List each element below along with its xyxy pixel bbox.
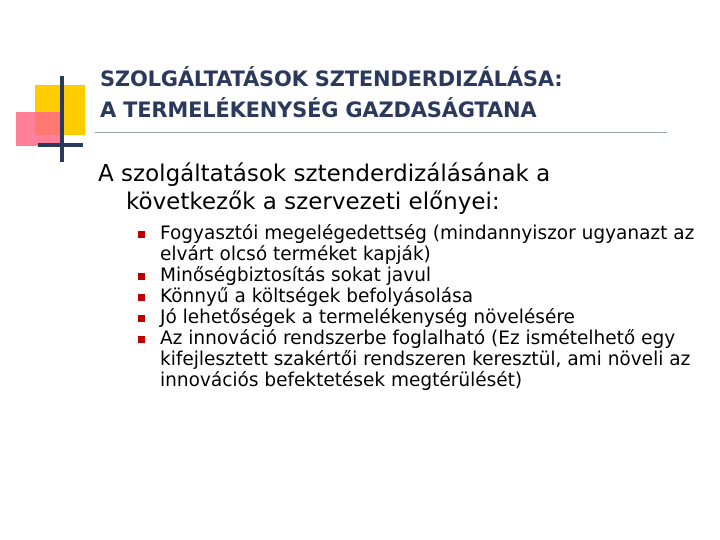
slide-title bbox=[100, 64, 700, 126]
list-item-text: Könnyű a költségek befolyásolása bbox=[160, 286, 474, 307]
slide-title-line-2: A TERMELÉKENYSÉG GAZDASÁGTANA bbox=[100, 98, 537, 122]
list-item bbox=[138, 307, 698, 328]
benefits-list bbox=[138, 223, 698, 391]
intro-text bbox=[98, 160, 658, 216]
list-item bbox=[138, 223, 698, 265]
logo-pink-square bbox=[16, 112, 63, 146]
title-underline bbox=[95, 132, 667, 133]
logo-vertical-line bbox=[60, 76, 64, 162]
list-item-text: Jó lehetőségek a termelékenység növelésére bbox=[160, 307, 575, 328]
bullet-square-icon bbox=[138, 231, 145, 238]
bullet-square-icon bbox=[138, 315, 145, 322]
list-item bbox=[138, 286, 698, 307]
list-item-text: Fogyasztói megelégedettség (mindannyiszor ugyanazt az elvárt olcsó terméket kapják) bbox=[160, 223, 695, 265]
intro-line-1: A szolgáltatások sztenderdizálásának a bbox=[98, 161, 551, 187]
bullet-square-icon bbox=[138, 336, 145, 343]
intro-line-2: következők a szervezeti előnyei: bbox=[126, 189, 500, 215]
bullet-square-icon bbox=[138, 294, 145, 301]
logo-horizontal-line bbox=[38, 143, 83, 147]
list-item-text: Az innováció rendszerbe foglalható (Ez ismételhető egy kifejlesztett szakértői rendszeren keresztül, ami növeli az innovációs befektetések megtérülését) bbox=[160, 328, 691, 391]
list-item-text: Minőségbiztosítás sokat javul bbox=[160, 265, 432, 286]
list-item bbox=[138, 265, 698, 286]
slide-title-line-1: SZOLGÁLTATÁSOK SZTENDERDIZÁLÁSA: bbox=[100, 67, 563, 91]
bullet-square-icon bbox=[138, 273, 145, 280]
list-item bbox=[138, 328, 698, 391]
